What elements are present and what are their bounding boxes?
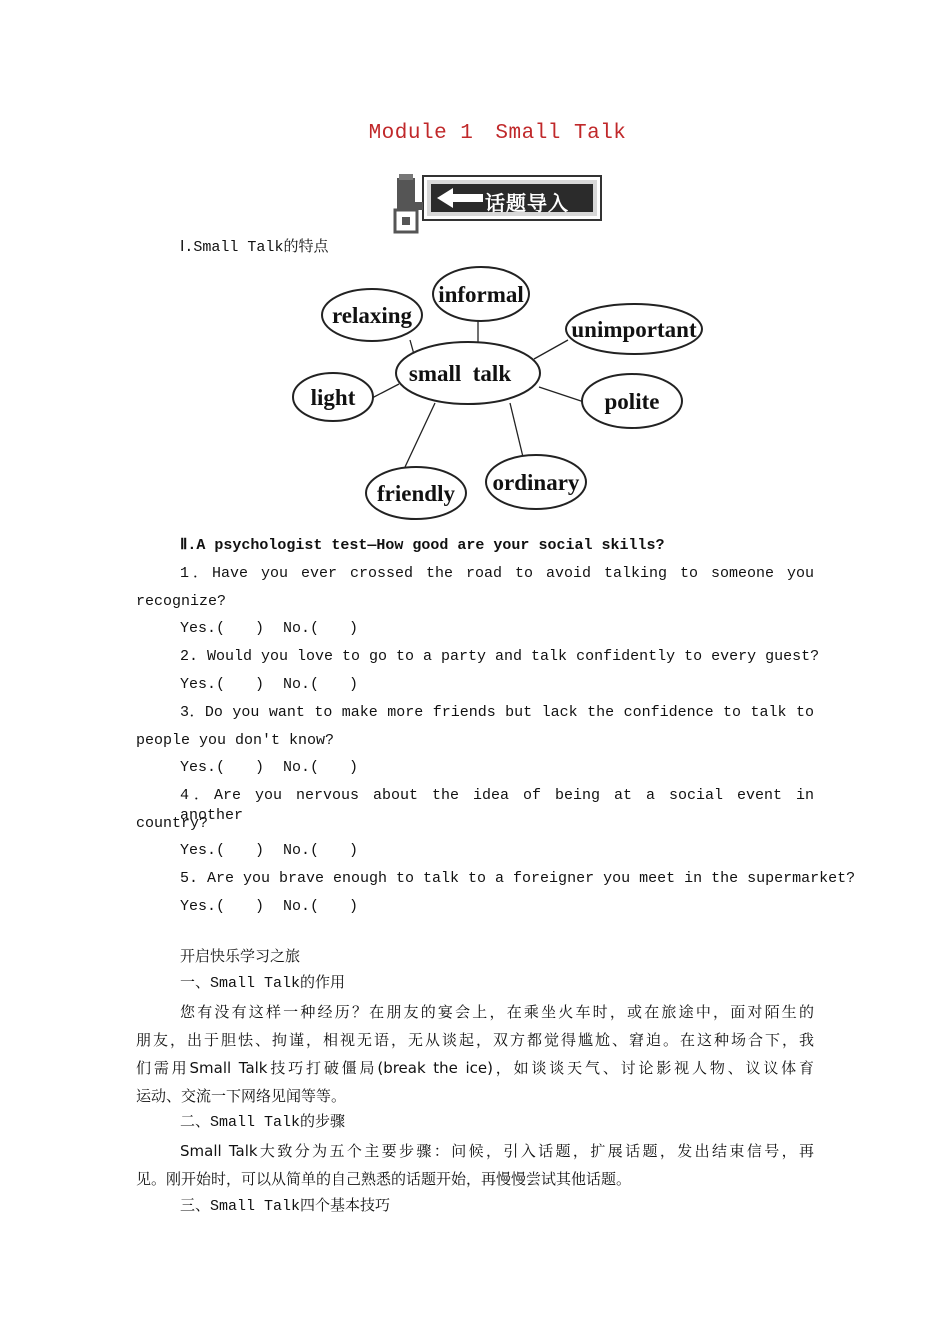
subheading-3: 三、Small Talk四个基本技巧 (180, 1198, 391, 1215)
mindmap-edge (539, 387, 584, 402)
no-option[interactable]: No.( ) (283, 620, 359, 637)
center-label: small talk (408, 361, 512, 386)
yes-option[interactable]: Yes.( ) (180, 759, 265, 776)
question-line: recognize? (136, 593, 227, 610)
paragraph-line: 运动、交流一下网络见闻等等。 (136, 1087, 347, 1105)
answer-options (180, 758, 358, 778)
paragraph-line: 朋友，出于胆怯、拘谨，相视无语，无从谈起，双方都觉得尴尬、窘迫。在这种场合下，我 (136, 1031, 814, 1049)
subheading-2: 二、Small Talk的步骤 (180, 1114, 346, 1131)
no-option[interactable]: No.( ) (283, 676, 359, 693)
subheading-1: 一、Small Talk的作用 (180, 975, 346, 992)
paragraph-line: Small Talk大致分为五个主要步骤：问候，引入话题，扩展话题，发出结束信号，再 (180, 1142, 814, 1160)
node-label: light (310, 385, 356, 410)
question-line: country? (136, 815, 209, 832)
mindmap-diagram (280, 262, 720, 527)
question-line: 2. Would you love to go to a party and talk confidently to every guest? (180, 648, 820, 665)
answer-options (180, 841, 358, 861)
banner-label: 话题导入 (485, 191, 569, 215)
page-title (0, 122, 950, 145)
yes-option[interactable]: Yes.( ) (180, 842, 265, 859)
no-option[interactable]: No.( ) (283, 842, 359, 859)
module-topic: Small Talk (495, 122, 627, 145)
answer-options (180, 619, 358, 639)
question-line: people you don′t know? (136, 732, 335, 749)
paragraph-line: 见。刚开始时，可以从简单的自己熟悉的话题开始，再慢慢尝试其他话题。 (136, 1170, 632, 1188)
answer-options (180, 897, 358, 917)
no-option[interactable]: No.( ) (283, 759, 359, 776)
answer-options (180, 675, 358, 695)
mindmap-edge (405, 403, 435, 467)
yes-option[interactable]: Yes.( ) (180, 676, 265, 693)
mindmap-edge (372, 384, 399, 398)
section1-heading: Ⅰ.Small Talk的特点 (180, 239, 329, 256)
journey-intro: 开启快乐学习之旅 (180, 947, 301, 965)
topic-intro-banner (393, 170, 605, 238)
paragraph-line: 们需用Small Talk技巧打破僵局(break the ice)，如谈谈天气、讨论影视人物、议议体育 (136, 1059, 814, 1077)
mindmap-edge (534, 340, 568, 359)
node-label: ordinary (492, 470, 580, 495)
question-line: 1．Have you ever crossed the road to avoid talking to someone you (180, 565, 814, 582)
paragraph-line: 您有没有这样一种经历？在朋友的宴会上，在乘坐火车时，或在旅途中，面对陌生的 (180, 1003, 814, 1021)
question-line: 5. Are you brave enough to talk to a foreigner you meet in the supermarket? (180, 870, 856, 887)
node-label: friendly (377, 481, 455, 506)
yes-option[interactable]: Yes.( ) (180, 620, 265, 637)
node-label: relaxing (331, 303, 413, 328)
mindmap-edge (510, 403, 523, 457)
no-option[interactable]: No.( ) (283, 898, 359, 915)
node-label: unimportant (571, 317, 697, 342)
module-label: Module 1 (368, 122, 474, 145)
section2-heading: Ⅱ.A psychologist test—How good are your social skills? (180, 537, 665, 554)
question-line: 3．Do you want to make more friends but lack the confidence to talk to (180, 704, 814, 721)
node-label: informal (438, 282, 524, 307)
question-line: 4．Are you nervous about the idea of being at a social event in another (180, 787, 814, 824)
node-label: polite (604, 389, 660, 414)
yes-option[interactable]: Yes.( ) (180, 898, 265, 915)
